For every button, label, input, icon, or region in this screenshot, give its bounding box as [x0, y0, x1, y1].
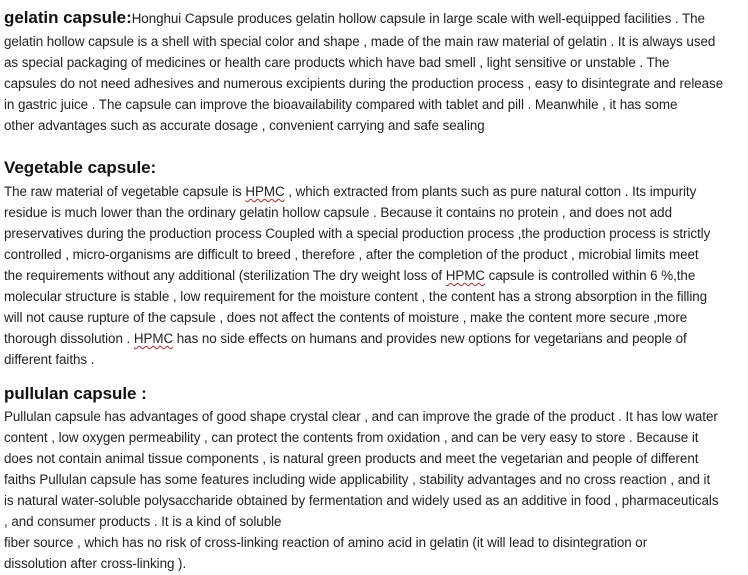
pullulan-paragraph-line: fiber source , which has no risk of cross-linking reaction of amino acid in gelatin (it will lead to disintegration or	[4, 535, 648, 550]
hpmc-term: HPMC	[133, 331, 174, 346]
pullulan-paragraph-line: is natural water-soluble polysaccharide obtained by fermentation and widely used as an additive in food , pharmaceuticals	[4, 493, 719, 508]
pullulan-capsule-heading: pullulan capsule :	[4, 384, 147, 403]
vegetable-paragraph-line: molecular structure is stable , low requirement for the moisture content , the content has a strong absorption in the filling	[4, 289, 708, 304]
gelatin-paragraph-line: other advantages such as accurate dosage , convenient carrying and safe sealing	[4, 118, 485, 133]
pullulan-paragraph-line: dissolution after cross-linking ).	[4, 556, 187, 571]
hpmc-term: HPMC	[245, 184, 285, 199]
vegetable-capsule-heading: Vegetable capsule:	[4, 158, 157, 177]
gelatin-paragraph-line: gelatin hollow capsule is a shell with special color and shape , made of the main raw material of gelatin . It is always used	[4, 34, 716, 49]
vegetable-paragraph-line: The raw material of vegetable capsule is HPMC , which extracted from plants such as pure natural cotton . Its impurity	[4, 184, 697, 199]
gelatin-paragraph-line: as special packaging of medicines or health care products which have bad smell , light sensitive or unstable . The	[4, 55, 670, 70]
vegetable-paragraph-line: thorough dissolution . HPMC has no side effects on humans and provides new options for vegetarians and people of	[4, 331, 687, 346]
vegetable-paragraph-line: different faiths .	[4, 352, 95, 367]
pullulan-paragraph-line: content , low oxygen permeability , can protect the contents from oxidation , and can be very easy to store . Because it	[4, 430, 699, 445]
gelatin-paragraph-line: capsules do not need adhesives and numerous excipients during the production process , easy to disintegrate and release	[4, 76, 724, 91]
pullulan-paragraph-line: Pullulan capsule has advantages of good shape crystal clear , and can improve the grade of the product . It has low water	[4, 409, 718, 424]
vegetable-paragraph-line: the requirements without any additional (sterilization The dry weight loss of HPMC capsule is controlled within 6 %,the	[4, 268, 696, 283]
vegetable-paragraph-line: residue is much lower than the ordinary gelatin hollow capsule . Because it contains no protein , and does not add	[4, 205, 672, 220]
hpmc-term: HPMC	[445, 268, 485, 283]
vegetable-paragraph-line: will not cause rupture of the capsule , does not affect the contents of moisture , make the content more secure ,more	[4, 310, 688, 325]
gelatin-paragraph-line: in gastric juice . The capsule can improve the bioavailability compared with tablet and pill . Meanwhile , it has some	[4, 97, 678, 112]
vegetable-paragraph-line: controlled , micro-organisms are difficult to breed , therefore , after the completion of the product , microbial limits meet	[4, 247, 699, 262]
gelatin-capsule-heading: gelatin capsule:	[4, 8, 132, 27]
pullulan-paragraph-line: , and consumer products . It is a kind of soluble	[4, 514, 282, 529]
vegetable-paragraph-line: preservatives during the production process Coupled with a special production process ,the production process is strictly	[4, 226, 711, 241]
pullulan-paragraph-line: faiths Pullulan capsule has some features including wide applicability , stability advantages and no cross reaction , and it	[4, 472, 711, 487]
pullulan-paragraph-line: does not contain animal tissue components , is natural green products and meet the vegetarian and people of different	[4, 451, 699, 466]
gelatin-paragraph-text: Honghui Capsule produces gelatin hollow capsule in large scale with well-equipped facilities . The	[131, 11, 705, 26]
gelatin-first-line	[4, 7, 705, 29]
